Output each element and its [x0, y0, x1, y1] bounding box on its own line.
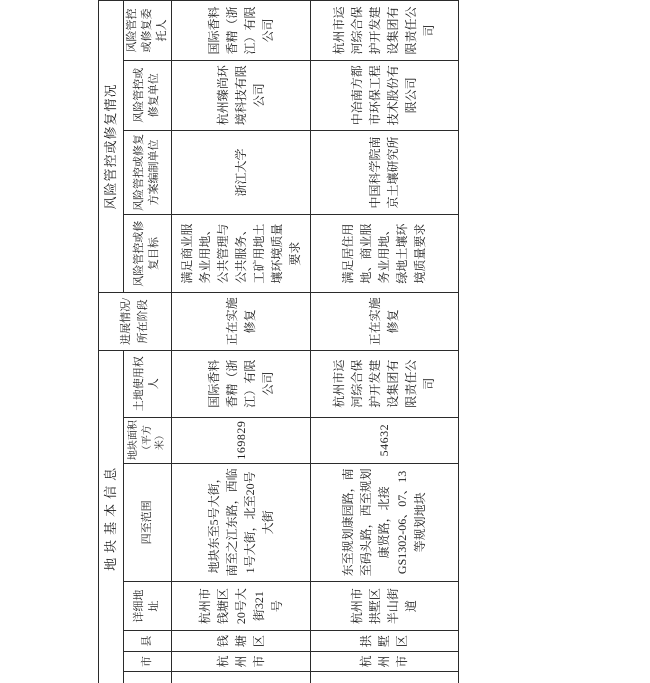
cell-boundaries: 地块东至5号大街，南至之江东路，西临1号大街，北至20号大街 [171, 463, 310, 582]
cell-client: 杭州市运河综合保护开发建设集团有限责任公司 [310, 1, 458, 61]
cell-address: 杭州市钱塘区20号大街321号 [171, 582, 310, 631]
cell-city: 杭州市 [171, 652, 310, 672]
group-header-risk-info: 风险管控或修复情况 [99, 1, 124, 293]
cell-repair-unit: 杭州臻尚环境科技有限公司 [171, 60, 310, 130]
cell-area: 169829 [171, 417, 310, 463]
cell-cutoff [171, 672, 310, 683]
land-parcel-remediation-table [98, 0, 459, 683]
column-header-plan-unit: 风险管控或修复方案编制单位 [124, 130, 172, 215]
column-header-client: 风险管控或修复委托人 [124, 1, 172, 61]
column-header-land-user: 土地使用权人 [124, 350, 172, 417]
column-header-city: 市 [124, 652, 172, 672]
column-header-cutoff [124, 672, 172, 683]
column-header-county: 县 [124, 631, 172, 652]
cell-address: 杭州市拱墅区半山街道 [310, 582, 458, 631]
cell-city: 杭州市 [310, 652, 458, 672]
table-row [171, 1, 310, 683]
cell-target: 满足居住用地、商业服务业用地、绿地土壤环境质量要求 [310, 215, 458, 293]
column-header-repair-unit: 风险管控或修复单位 [124, 60, 172, 130]
group-title-row [99, 1, 124, 683]
column-header-address: 详细地址 [124, 582, 172, 631]
cell-plan-unit: 中国科学院南京土壤研究所 [310, 130, 458, 215]
cell-land-user: 杭州市运河综合保护开发建设集团有限责任公司 [310, 350, 458, 417]
cell-progress: 正在实施修复 [171, 292, 310, 350]
cell-county: 钱塘区 [171, 631, 310, 652]
column-header-area: 地块面积（平方米） [124, 417, 172, 463]
cell-target: 满足商业服务业用地、公共管理与公共服务、工矿用地土壤环境质量要求 [171, 215, 310, 293]
cell-boundaries: 东至规划康园路，南至码头路，西至规划康贤路，北接GS1302-06、07、13等规划地块 [310, 463, 458, 582]
group-header-basic-info: 地块基本信息 [99, 350, 124, 683]
cell-cutoff [310, 672, 458, 683]
cell-repair-unit: 中冶南方都市环保工程技术股份有限公司 [310, 60, 458, 130]
column-header-target: 风险管控或修复目标 [124, 215, 172, 293]
cell-progress: 正在实施修复 [310, 292, 458, 350]
cell-county: 拱墅区 [310, 631, 458, 652]
table-row [310, 1, 458, 683]
cell-plan-unit: 浙江大学 [171, 130, 310, 215]
cell-land-user: 国际香料香精（浙江）有限公司 [171, 350, 310, 417]
cell-area: 54632 [310, 417, 458, 463]
column-header-boundaries: 四至范围 [124, 463, 172, 582]
column-header-progress: 进展情况/所在阶段 [99, 292, 172, 350]
cell-client: 国际香料香精（浙江）有限公司 [171, 1, 310, 61]
